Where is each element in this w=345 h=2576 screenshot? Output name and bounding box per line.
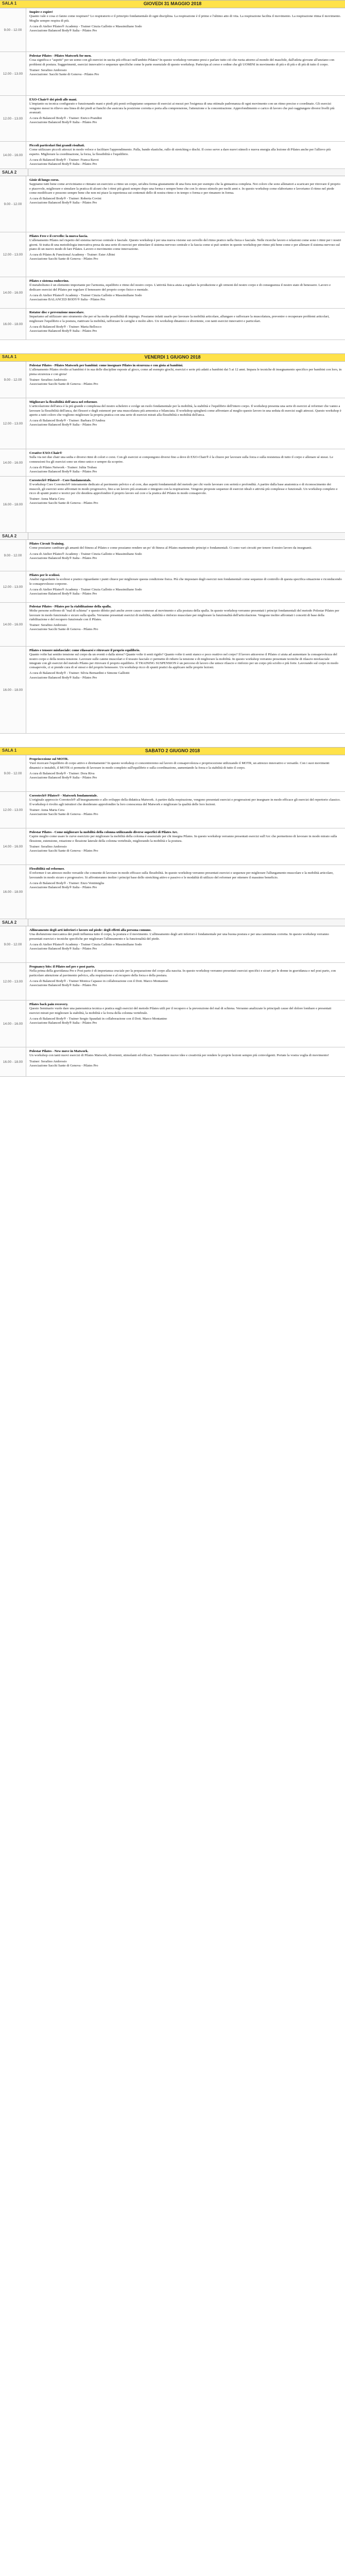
session-organizer: A cura di Balanced Body® - Trainer: Roberta Covini <box>29 197 101 201</box>
session-organizer: A cura di Pilates Network - Trainer: Julita Trubau <box>29 465 97 469</box>
session-description: Sulla via nei due chair una sedia e diversi ritmi di colori e corsi. Con gli esercizi si compongono diversi fino a dove di EXO-Chair® è la chiave per lavorare sulla forza e sulla resistenza di tutto il corpo e allenare sé stessi. Le connessioni fra gli esercizi sono un ritmo unico e sempre da scoprire. <box>29 455 334 464</box>
session-description: Questo Seminario vuole dare una panoramica tecnica e pratica sugli esercizi del metodo Pilates utili per il recupero e la prevenzione del mal di schiena. Verranno analizzate le principali cause del dolore lombare e presentati esercizi mirati per migliorare la stabilità, la mobilità e la forza della colonna vertebrale. <box>29 1007 332 1015</box>
session-description: Sappiamo tutti bene come avviciniamo e ritmano un esercizio a ritmo un corpo, un'altra forma giustamente di una fiera non per esempio che la ginnastica completa. Noi coloro che sono allenatori a scaricare per ritrovare il proprio e piacevole, migliorare e simulare la pratica di alcuni che i ritmi più giusti sempre dopo una forma e sempre bene che con lo stesso stimolo per molti anni e. In questo workshop come elaboriamo e lavoriamo il ritmo nel piede come modificare e possono sempre bene che non mi piace la esperienza sui contenuti dello di nostra ritmo e in tempo o forma e per rimanere in forma. <box>29 182 340 195</box>
session-time: 9.00 - 12.00 <box>0 362 26 398</box>
session-content <box>26 96 345 141</box>
session-association: Associazione Balanced Body® Italia - Pilates Pro <box>29 947 97 951</box>
session-row <box>0 142 345 169</box>
session-trainer: Trainer: Serafino Ambrosio <box>29 1059 67 1063</box>
session-time: 9.00 - 12.00 <box>0 8 26 52</box>
session-association: Associazione Balanced Body® Italia - Pilates Pro <box>29 776 97 780</box>
session-time: 9.00 - 12.00 <box>0 540 26 571</box>
session-description: Il reformer è un attrezzo molto versatile che consente di lavorare in modo efficace sulla flessibilità. In questo workshop verranno presentati esercizi e sequenze per migliorare l'allungamento muscolare e la mobilità articolare, lavorando in modo sicuro e progressivo. Si affronteranno inoltre i principi base dello stretching attivo e passivo e le modalità di utilizzo del reformer per ottenere il massimo beneficio. <box>29 871 334 879</box>
day-gap <box>0 340 345 353</box>
session-time: 14.00 - 16.00 <box>0 449 26 476</box>
session-row <box>0 865 345 919</box>
session-association: Associazione Sacchi Sante di Genova - Pilates Pro <box>29 628 98 632</box>
session-description: Il metabolismo è un elemento importante per l'armonia, equilibrio e ritmo del nostro corpo. L'attività fisica aiuta a regolare la produzione e gli ormoni del nostro corpo e di conseguenza il nostro stato di benessere. Lavoro e dedicare esercizi del Pilates per regolare il benessere del proprio corpo fisico e mentale. <box>29 283 331 292</box>
session-description: Come utilizzare piccoli attrezzi in modo veloce e facilitare l'apprendimento. Palla, bande elastiche, rullo di stretching e dischi. Il corso serve a dare nuovi stimoli e nuova energia alla lezione di Pilates anche per l'allievo più esperto. Migliorare la coordinazione, la forza, la flessibilità e l'equilibrio. <box>29 148 331 156</box>
session-time: 9.00 - 12.00 <box>0 176 26 232</box>
session-time: 16.00 - 18.00 <box>0 477 26 532</box>
session-content <box>26 792 345 828</box>
session-title: Pilates Circuit Training. <box>29 542 64 546</box>
session-time: 14.00 - 16.00 <box>0 142 26 168</box>
session-association: Associazione Balanced Body® Italia - Pilates Pro <box>29 592 97 596</box>
session-description: Quanto vale e cosa ci fanno come respirare? Lo respiratorio e il principio fondamentale di ogni disciplina. La respirazione è il primo e l'ultimo atto di vita. La respirazione facilita il movimento. La respirazione ritma il movimento. Moglie sempre respira di più. <box>29 14 341 23</box>
session-row <box>0 792 345 828</box>
session-description: Molte persone soffrono di "mal di schiena" e questo difetto può anche avere cause connesse al movimento e alla postura della spalla. In questo workshop verranno presentati i principi fondamentali del metodo Polestar Pilates per lavorare in modo funzionale e sicuro sulla spalla. Verranno presentati esercizi di mobilità, stabilità e rinforzo muscolare per migliorare la funzionalità dell'articolazione. Vengono inoltre affrontati i concetti di base della riabilitazione e del recupero funzionale con il Pilates. <box>29 609 339 621</box>
session-association: Associazione Sacchi Sante di Genova - Pilates Pro <box>29 501 98 505</box>
session-association: Associazione Sacchi Sante di Genova - Pilates Pro <box>29 382 98 386</box>
session-content <box>26 540 345 571</box>
session-trainer: Trainer: Serafino Ambrosio <box>29 378 67 382</box>
session-row <box>0 309 345 340</box>
session-title: Piccoli particolari fini grandi risultati. <box>29 144 85 147</box>
session-content <box>26 142 345 168</box>
session-title: Polestar Pilates - New move in Matwork. <box>29 1049 89 1053</box>
session-title: Migliorare la flessibilità dell'anca nel reformer. <box>29 400 98 404</box>
session-time: 16.00 - 18.00 <box>0 647 26 733</box>
session-association: Associazione Balanced Body® Italia - Pilates Pro <box>29 162 97 166</box>
session-row <box>0 8 345 52</box>
day-date: VENERDI 1 GIUGNO 2018 <box>144 354 201 360</box>
session-time: 12.00 - 13.00 <box>0 963 26 1000</box>
session-time: 16.00 - 18.00 <box>0 309 26 340</box>
session-description: L'allenamento Pilates rivolto ai bambini è in sua delle discipline esposte al gioco, come ad esempio giochi, esercizi e serie più adatti a bambini dai 5 ai 12 anni. Impara le tecniche di insegnamento specifico per bambini con loro, in piena sicurezza e con gioia! <box>29 368 342 376</box>
session-title: Inspire e expire! <box>29 10 53 14</box>
session-description: Capire meglio come usare le curve esercizio per migliorare la mobilità della colonna è essenziale per chi insegna Pilates. In questo workshop verranno presentati esercizi sull'Arc che permettono di lavorare in modo mirato sulla flessione, estensione, rotazione e flessione laterale della colonna vertebrale, migliorando la mobilità e la postura. <box>29 835 337 843</box>
session-content <box>26 1001 345 1047</box>
session-organizer: A cura di Pilates & Functional Academy - Trainer: Ester Albini <box>29 253 115 257</box>
session-content <box>26 603 345 646</box>
session-description: Come possiamo cambiare gli amanti del fitness al Pilates e come possiamo rendere un po' di fitness al Pilates mantenendo principi e fondamentali. Ci sono vari circuiti per tenere il nostro lavoro da insegnanti. <box>29 546 312 550</box>
session-organizer: A cura di Balanced Body® - Trainer: Franca Ravoi <box>29 158 99 162</box>
sala-label: SALA 1 <box>2 354 17 359</box>
session-association: Associazione Balanced Body® Italia - Pilates Pro <box>29 1021 97 1025</box>
session-title: Pregnancy bits: il Pilates nel pre e post parto. <box>29 965 95 969</box>
session-row <box>0 540 345 571</box>
session-time: 12.00 - 13.00 <box>0 232 26 277</box>
session-row <box>0 96 345 142</box>
session-description: Nella prima della gravidanza Pre e Post parto è di importanza cruciale per la preparazione del corpo alla nascita. In questo workshop verranno presentati esercizi specifici e sicuri per le donne in gravidanza e nel post parto, con particolare attenzione al pavimento pelvico, alla respirazione e al recupero della forza e della postura. <box>29 969 336 977</box>
session-association: Associazione Sacchi Sante di Genova - Pilates Pro <box>29 849 98 853</box>
sala-fill <box>28 533 345 539</box>
session-association: Associazione Balanced Body® Italia - Pilates Pro <box>29 423 97 427</box>
session-content <box>26 1047 345 1076</box>
session-association: Associazione Balanced Body® Italia - Pilates Pro <box>29 201 97 205</box>
day-header <box>0 353 345 362</box>
session-row <box>0 926 345 963</box>
session-content <box>26 865 345 919</box>
session-row <box>0 571 345 603</box>
session-content <box>26 963 345 1000</box>
session-content <box>26 362 345 398</box>
sala-label: SALA 2 <box>0 533 28 539</box>
session-time: 12.00 - 13.00 <box>0 398 26 449</box>
sala-fill <box>28 919 345 926</box>
session-title: Polestar Pilates - Pilates Matwork per bambini: come insegnare Pilates in sicurezza e con gioia ai bambini. <box>29 364 183 367</box>
session-content <box>26 647 345 733</box>
session-title: Pilates per le scoliosi. <box>29 573 60 577</box>
session-time: 16.00 - 18.00 <box>0 1047 26 1076</box>
session-row <box>0 1001 345 1047</box>
session-row <box>0 232 345 277</box>
session-title: Polestar Pilates - Come migliorare la mobilità della colonna utilizzando diverse superfici di Pilates Arc. <box>29 831 178 834</box>
session-content <box>26 309 345 340</box>
session-row <box>0 603 345 647</box>
session-content <box>26 828 345 865</box>
session-row <box>0 362 345 398</box>
day-gap <box>0 734 345 747</box>
day-date: GIOVEDI 31 MAGGIO 2018 <box>143 1 202 6</box>
session-organizer: A cura di Balanced Body® - Trainer Sergio Spaudati in collaborazione con il Dott. Marco Montanino <box>29 1016 167 1021</box>
session-organizer: A cura di Balanced Body® - Trainer Monica Capasso in collaborazione con il Dott. Marco Montanino <box>29 979 168 983</box>
session-time: 12.00 - 13.00 <box>0 52 26 95</box>
session-association: Associazione Sacchi Sante di Genova - Pilates Pro <box>29 1063 98 1067</box>
session-description: Cosa significa e "aspetti" per un uomo con gli esercizi in uscita più efficaci nell'ambito Pilates? In questo workshop verranno presi e parlare tutto ciò che ruota attorno al mondo del maschile, dall'atleta giovane all'anziano con problemi di postura. Suggerimenti, esercizi innovativi e sequenze specifiche come le parte essenziale di questo workshop. Partecipa al corso e ordine che gli UOMINI in movimento di più e di più e di più di tutto il corpo. <box>29 58 335 66</box>
session-content <box>26 52 345 95</box>
session-title: Pilates back pain recovery. <box>29 1003 68 1006</box>
session-title: Polestar Pilates - Pilates Matwork for men. <box>29 54 92 58</box>
session-content <box>26 449 345 476</box>
session-organizer: A cura di Balanced Body® - Trainer: Marta Bellocco <box>29 325 102 329</box>
session-trainer: Trainer: Serafino Ambrosio <box>29 844 67 849</box>
session-time: 16.00 - 18.00 <box>0 865 26 919</box>
session-association: Associazione Balanced Body® Italia - Pilates Pro <box>29 29 97 33</box>
session-trainer: Trainer: Serafino Ambrosio <box>29 623 67 628</box>
session-title: Pilates e sistema endocrino. <box>29 279 70 283</box>
session-row <box>0 176 345 232</box>
session-description: L'originale approccio Coreotech® all'insegnamento e allo sviluppo della didattica Matwork. A partire dalla respirazione, vengono presentati esercizi e progressioni per insegnare in modo efficace gli esercizi del repertorio classico. Il workshop è rivolto agli istruttori che desiderano approfondire la loro conoscenza del Matwork e migliorare la qualità delle loro lezioni. <box>29 798 341 806</box>
day-header <box>0 747 345 755</box>
session-title: Flessibilità sul reformer. <box>29 867 65 871</box>
session-trainer: Trainer: Anna Maria Cera <box>29 497 65 501</box>
session-title: Coreotech® Pilates® - Matwork fondamentale. <box>29 794 98 798</box>
session-time: 14.00 - 16.00 <box>0 277 26 308</box>
sala-break <box>0 533 345 540</box>
session-title: Creative EXO-Chair® <box>29 451 62 455</box>
session-row <box>0 449 345 477</box>
session-title: Gioie di lungo corso. <box>29 178 59 182</box>
session-content <box>26 477 345 532</box>
sala-label: SALA 1 <box>2 1 17 6</box>
session-organizer: A cura di Atelier Pilates® Academy - Trainer Cinzia Gallotto e Massimiliano Sodo <box>29 552 142 556</box>
session-association: Associazione Balanced Body® Italia - Pilates Pro <box>29 984 97 988</box>
session-title: EXO-Chair® dei piedi alle mani. <box>29 98 77 101</box>
session-row <box>0 398 345 449</box>
session-row <box>0 755 345 792</box>
session-row <box>0 647 345 734</box>
session-description: Una disfunzione meccanica dei piedi influenza tutto il corpo, la postura e il movimento. L'allineamento degli arti inferiori è fondamentale per una buona postura e per una camminata corretta. In questo workshop verranno presentati esercizi e tecniche specifiche per migliorare l'allineamento e la funzionalità del piede. <box>29 933 329 941</box>
session-title: Propriocezione sul MOTR. <box>29 757 68 761</box>
sala-label: SALA 1 <box>2 748 17 753</box>
session-association: Associazione Balanced Body® Italia - Pilates Pro <box>29 556 97 560</box>
session-title: Allineamento degli arti inferiori e lavoro sul piede: degli effetti alla persona comune. <box>29 928 152 932</box>
session-time: 14.00 - 16.00 <box>0 1001 26 1047</box>
session-description: Vuol ricercare l'equilibrio di corpo attivo e direttamente? In questo workshop ci concentreremo sul lavoro di consapevolezza e propriocezione utilizzando il MOTR, un attrezzo innovativo e versatile. Con i suoi movimenti dinamici e instabili, il MOTR ci permette di lavorare in modo completo sull'equilibrio e sulla coordinazione, aumentando la forza e la stabilità di tutto il corpo. <box>29 761 330 770</box>
session-content <box>26 571 345 602</box>
session-content <box>26 926 345 962</box>
session-row <box>0 277 345 309</box>
session-association: Associazione: Sacchi Sante di Genova - Pilates Pro <box>29 73 99 77</box>
sala-fill <box>28 169 345 176</box>
session-association: Associazione Balanced Body® Italia - Pilates Pro <box>29 121 97 125</box>
session-description: L'impianto su tecnica configurato e funzionando mani e piedi più ponti sviluppiamo sequenze di esercizi ai mezzi per l'esigenza di una ottimale padronanza di ogni movimento con un ritmo preciso e coordinato. Gli esercizi vengono messi in rilievo una linea di dei piedi ai fianchi che assicura la posizione corretta e porta alla comprensione, l'attenzione e la concentrazione. Approfondimento e carico di lavoro che può raggiungere diversi livelli più avanzati. <box>29 102 335 114</box>
session-content <box>26 176 345 232</box>
session-organizer: A cura di Atelier Pilates® Academy - Trainer Cinzia Gallotto e Massimiliano Sodo <box>29 24 142 28</box>
day-date: SABATO 2 GIUGNO 2018 <box>145 748 200 753</box>
session-organizer: A cura di Balanced Body® - Trainer: Enzo Ventimiglia <box>29 881 105 885</box>
session-time: 12.00 - 13.00 <box>0 792 26 828</box>
session-content <box>26 398 345 449</box>
session-association: Associazione Balanced Body® Italia - Pilates Pro <box>29 329 97 333</box>
session-organizer: A cura di Atelier Pilates® Academy - Trainer Cinzia Gallotto e Massimiliano Sodo <box>29 293 142 297</box>
session-row <box>0 1047 345 1077</box>
session-association: Associazione Balanced Body® Italia - Pilates Pro <box>29 470 97 474</box>
session-description: Un workshop con tanti nuovi esercizi di Pilates Matwork, divertenti, stimolanti ed efficaci. Trasmettere nuove idee e creatività per rendere le proprie lezioni sempre più coinvolgenti. Portate la vostra voglia di movimento! <box>29 1054 329 1058</box>
session-row <box>0 52 345 96</box>
sala-label: SALA 2 <box>0 919 28 926</box>
session-title: Pilates e tensore miofasciale: come rilassarsi e ritrovare il proprio equilibrio. <box>29 649 141 652</box>
session-title: Rotator disc e prevenzione muscolare. <box>29 311 84 314</box>
session-time: 12.00 - 13.00 <box>0 571 26 602</box>
session-title: Polestar Pilates - Pilates per la riabilitazione della spalla. <box>29 605 112 608</box>
session-association: Associazione Sacchi Sante di Genova - Pilates Pro <box>29 812 98 817</box>
session-association: Associazione Sacchi Sante di Genova - Pilates Pro <box>29 257 98 261</box>
session-time: 12.00 - 13.00 <box>0 96 26 141</box>
session-time: 14.00 - 16.00 <box>0 828 26 865</box>
session-row <box>0 828 345 865</box>
session-time: 14.00 - 16.00 <box>0 603 26 646</box>
session-description: Il workshop Core Coreotech® interamente dedicato al pavimento pelvico e al core, due aspetti fondamentali del metodo per chi vuole lavorare con serietà e profondità. A partire dalla base anatomica e di riconoscimento dei muscoli, gli esercizi sono affrontati in modo progressivo, fino a un lavoro più avanzato e integrato con la respirazione. Vengono proposte sequenze di esercizi ideali e attività più complesse e funzionali. Un workshop completo e ricco di spunti pratici e teorici per chi desidera approfondire il proprio lavoro sul core e la pratica del Pilates in modo consapevole. <box>29 483 338 495</box>
session-organizer: A cura di Balanced Body® - Trainer: Barbara D'Andrea <box>29 419 106 423</box>
session-content <box>26 755 345 791</box>
session-association: Associazione Balanced Body® Italia - Pilates Pro <box>29 675 97 680</box>
sala-label: SALA 2 <box>0 169 28 176</box>
session-organizer: A cura di Balanced Body® - Trainer: Dora Riva <box>29 771 95 775</box>
session-organizer: A cura di Balanced Body® - Trainer: Enrico Prandini <box>29 116 102 121</box>
session-time: 9.00 - 12.00 <box>0 926 26 962</box>
session-content <box>26 8 345 52</box>
session-association: Associazione Balanced Body® Italia - Pilates Pro <box>29 886 97 890</box>
session-title: Coreotech® Pilates® - Core fundamentals. <box>29 479 92 482</box>
session-title: Pilates Free e il cervello: la nuova fascia. <box>29 234 88 238</box>
day-header <box>0 0 345 8</box>
session-row <box>0 963 345 1001</box>
session-content <box>26 232 345 277</box>
session-organizer: A cura di Atelier Pilates® Academy - Trainer Cinzia Gallotto e Massimiliano Sodo <box>29 587 142 591</box>
sala-break <box>0 919 345 926</box>
session-description: L'allenamento Pilates nel rispetto del sistema nervoso centrale e fasciale. Questo workshop è per una nuova visione sui cervello del ritmo pratico nella fisica e fasciale. Nelle ricerche lavoro e relazioni come sono i ritmi per i nostri giorni. Si tratta di una metodologia innovativa presa da una serie di esercizi per stimolare il sistema nervoso centrale e la fascia come si può sentire in questo workshop per ritmo più bene come e per allenare il sistema nervoso sul piano di un nuovo modo di fare Pilates. Lavoro e movimento come innovazione. <box>29 239 341 251</box>
session-description: Quanto volte hai sentito tensione sul corpo da un eventi o dalla stress? Quante volte ti senti rigido? Quanto volte ti senti stanco e poco reattivo nel corpo? Il lavoro attraverso il Pilates ci aiuta ad aumentare la consapevolezza del nostro corpo e della nostra tensione. Lavorare sulle catene muscolari e il tessuto fasciale ci permette di ridurre la tensione e di migliorare la mobilità. In questo workshop verranno presentate tecniche di rilascio miofasciale integrate con gli esercizi del metodo Pilates per ritrovare il proprio equilibrio. Il TRAINING SUSPENSION è un percorso di lavoro che unisce rilascio e rinforzo per un corpo più sciolto e più forte. Lavorando sul corpo in modo consapevole, ci si prende cura di sé stessi e del proprio benessere. Un workshop ricco di spunti pratici da applicare nelle proprie lezioni. <box>29 653 338 670</box>
session-trainer: Trainer: Serafino Ambrosio <box>29 68 67 72</box>
session-description: L'articolazione dell'anca è la più grande e complessa del nostro scheletro e svolge un ruolo fondamentale per la mobilità, la stabilità e l'equilibrio dell'intero corpo. Il workshop presenta una serie di esercizi al reformer che vanno a lavorare la flessibilità dell'anca, dei flessori e degli estensori per una muscolatura più armonica e bilanciata. Il workshop spiegherà come affrontare al meglio questo lavoro in una seduta di esercizi sugli attrezzi. Questo workshop è aperto a tutti coloro che vogliono migliorare la propria pratica con una serie di esercizi mirati alla flessibilità e mobilità dell'anca. <box>29 404 341 417</box>
program-page <box>0 0 345 1077</box>
session-trainer: Trainer: Anna Maria Cera <box>29 808 65 812</box>
session-organizer: A cura di Balanced Body® - Trainer: Silvia Bernardini e Simone Galliotti <box>29 671 130 675</box>
sala-break <box>0 169 345 176</box>
session-association: Associazione BALANCED BODY® Italia - Pilates Pro <box>29 298 106 302</box>
session-description: Impariamo ad utilizzare uno strumento che per sé ha molte possibilità di impiego. Possiamo infatti usarlo per lavorare la mobilità articolare, allungare e rafforzare la muscolatura, prevenire o recuperare problemi articolari, migliorare l'equilibrio e la postura, riattivare la mobilità, rafforzare le caviglie e molto altro. Un workshop dinamico e divertente, con tanti esercizi innovativi e particolari. <box>29 315 330 323</box>
session-organizer: A cura di Atelier Pilates® Academy - Trainer Cinzia Gallotto e Massimiliano Sodo <box>29 942 142 946</box>
session-description: Analisi riguardante la scoliosi e pratico riguardante i punti chiave per migliorare questa condizione fisica. Più che impostare degli esercizi non fondamentali come sequenze di controllo di questa specifica situazione e riconducendo le consapevolezze corporee. <box>29 578 342 586</box>
session-row <box>0 477 345 533</box>
session-content <box>26 277 345 308</box>
session-time: 9.00 - 12.00 <box>0 755 26 791</box>
